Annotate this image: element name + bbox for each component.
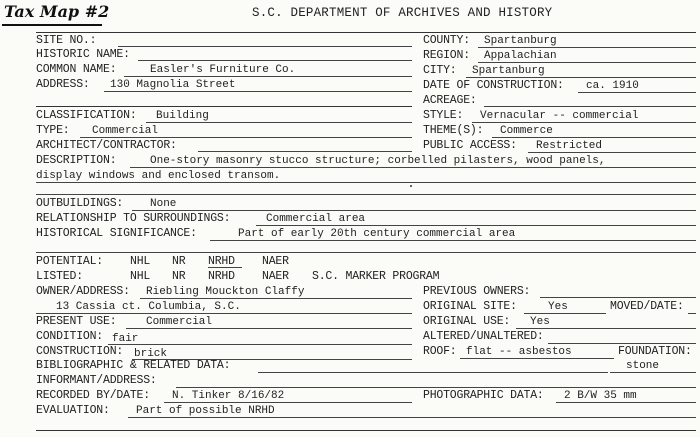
city-value: Spartanburg bbox=[472, 65, 545, 77]
stray-mark bbox=[410, 185, 412, 187]
city-line bbox=[466, 77, 696, 78]
potential-option-nr: NR bbox=[172, 255, 186, 268]
common-name-value: Easler's Furniture Co. bbox=[150, 64, 296, 76]
potential-label: POTENTIAL: bbox=[36, 255, 104, 268]
potential-option-naer: NAER bbox=[262, 255, 289, 268]
owner-underline-1 bbox=[140, 298, 412, 299]
photographic-data-line bbox=[556, 402, 696, 403]
region-value: Appalachian bbox=[484, 50, 557, 62]
outbuildings-line bbox=[132, 210, 696, 211]
relationship-line bbox=[256, 225, 696, 226]
altered-unaltered-line bbox=[548, 343, 696, 344]
bibliographic-line-2 bbox=[610, 372, 696, 373]
informant-line bbox=[176, 387, 696, 388]
county-label: COUNTY: bbox=[423, 34, 470, 47]
recorded-by-label: RECORDED BY/DATE: bbox=[36, 389, 150, 402]
potential-option-nhl: NHL bbox=[130, 255, 151, 268]
address-label: ADDRESS: bbox=[36, 78, 90, 91]
top-rule bbox=[36, 32, 696, 33]
moved-date-line bbox=[688, 313, 696, 314]
present-use-label: PRESENT USE: bbox=[36, 315, 117, 328]
listed-option-nhl: NHL bbox=[130, 270, 151, 283]
bibliographic-line bbox=[258, 372, 608, 373]
potential-option-nrhd: NRHD bbox=[208, 255, 235, 268]
original-use-label: ORIGINAL USE: bbox=[423, 315, 511, 328]
site-no-line bbox=[118, 46, 412, 47]
construction-value: brick bbox=[134, 348, 168, 360]
evaluation-line bbox=[128, 417, 696, 418]
foundation-value: stone bbox=[626, 360, 660, 372]
description-label: DESCRIPTION: bbox=[36, 154, 117, 167]
historical-significance-value: Part of early 20th century commercial area bbox=[238, 228, 516, 240]
recorded-by-value: N. Tinker 8/16/82 bbox=[172, 390, 285, 402]
region-label: REGION: bbox=[423, 49, 470, 62]
owner-address-label: OWNER/ADDRESS: bbox=[36, 285, 130, 298]
description-underline-1 bbox=[130, 167, 696, 168]
original-use-value: Yes bbox=[530, 316, 550, 328]
condition-value: fair bbox=[112, 333, 139, 345]
form-title: S.C. DEPARTMENT OF ARCHIVES AND HISTORY bbox=[252, 6, 553, 20]
date-of-construction-value: ca. 1910 bbox=[586, 80, 639, 92]
historic-name-label: HISTORIC NAME: bbox=[36, 48, 130, 61]
owner-underline-2 bbox=[36, 313, 412, 314]
address-line bbox=[104, 91, 412, 92]
original-site-value: Yes bbox=[548, 301, 568, 313]
altered-unaltered-label: ALTERED/UNALTERED: bbox=[423, 330, 544, 343]
listed-option-nr: NR bbox=[172, 270, 186, 283]
description-line-1: One-story masonry stucco structure; corbelled pilasters, wood panels, bbox=[150, 155, 606, 167]
listed-label: LISTED: bbox=[36, 270, 83, 283]
roof-line bbox=[460, 358, 614, 359]
listed-option-naer: NAER bbox=[262, 270, 289, 283]
style-line bbox=[472, 122, 696, 123]
public-access-label: PUBLIC ACCESS: bbox=[423, 139, 517, 152]
type-label: TYPE: bbox=[36, 124, 70, 137]
type-line bbox=[80, 137, 412, 138]
condition-line bbox=[108, 344, 412, 345]
owner-line-2: 13 Cassia ct. Columbia, S.C. bbox=[56, 301, 241, 313]
public-access-line bbox=[528, 152, 696, 153]
acreage-line bbox=[484, 106, 696, 107]
bottom-rule bbox=[36, 430, 696, 431]
county-value: Spartanburg bbox=[484, 35, 557, 47]
photographic-data-label: PHOTOGRAPHIC DATA: bbox=[423, 389, 544, 402]
outbuildings-label: OUTBUILDINGS: bbox=[36, 197, 124, 210]
present-use-value: Commercial bbox=[146, 316, 213, 328]
classification-value: Building bbox=[156, 110, 209, 122]
historical-significance-label: HISTORICAL SIGNIFICANCE: bbox=[36, 227, 197, 240]
listed-option-sc-marker: S.C. MARKER PROGRAM bbox=[312, 270, 440, 283]
photographic-data-value: 2 B/W 35 mm bbox=[564, 390, 637, 402]
address-value: 130 Magnolia Street bbox=[110, 79, 236, 91]
owner-line-1: Riebling Mouckton Claffy bbox=[146, 286, 305, 298]
county-line bbox=[478, 47, 696, 48]
common-name-line bbox=[124, 76, 412, 77]
classification-line bbox=[146, 122, 412, 123]
relationship-label: RELATIONSHIP TO SURROUNDINGS: bbox=[36, 212, 231, 225]
original-site-label: ORIGINAL SITE: bbox=[423, 300, 517, 313]
themes-label: THEME(S): bbox=[423, 124, 484, 137]
previous-owners-label: PREVIOUS OWNERS: bbox=[423, 285, 531, 298]
foundation-label: FOUNDATION: bbox=[618, 345, 692, 358]
historical-significance-line-2 bbox=[36, 252, 696, 253]
type-value: Commercial bbox=[92, 125, 159, 137]
region-line bbox=[478, 62, 696, 63]
relationship-value: Commercial area bbox=[266, 213, 366, 225]
rule-2 bbox=[36, 106, 412, 107]
original-use-line bbox=[516, 328, 696, 329]
description-underline-3 bbox=[36, 194, 696, 195]
evaluation-value: Part of possible NRHD bbox=[136, 405, 275, 417]
date-of-construction-label: DATE OF CONSTRUCTION: bbox=[423, 79, 564, 92]
description-underline-2 bbox=[36, 182, 696, 183]
site-no-label: SITE NO.: bbox=[36, 34, 97, 47]
classification-label: CLASSIFICATION: bbox=[36, 109, 137, 122]
common-name-label: COMMON NAME: bbox=[36, 63, 117, 76]
handwritten-tax-map-note: Tax Map #2 bbox=[4, 2, 110, 21]
present-use-line bbox=[126, 328, 412, 329]
condition-label: CONDITION: bbox=[36, 330, 104, 343]
bibliographic-label: BIBLIOGRAPHIC & RELATED DATA: bbox=[36, 359, 231, 372]
themes-line bbox=[492, 137, 696, 138]
description-line-2: display windows and enclosed transom. bbox=[36, 170, 281, 182]
historic-name-line bbox=[138, 60, 412, 61]
previous-owners-line bbox=[540, 297, 696, 298]
style-value: Vernacular -- commercial bbox=[480, 110, 639, 122]
public-access-value: Restricted bbox=[536, 140, 603, 152]
recorded-by-line bbox=[164, 402, 412, 403]
date-of-construction-line bbox=[578, 92, 696, 93]
moved-date-label: MOVED/DATE: bbox=[610, 300, 684, 313]
architect-line bbox=[198, 151, 412, 152]
handwritten-underline bbox=[2, 24, 102, 26]
historical-significance-line bbox=[210, 240, 696, 241]
original-site-line bbox=[524, 313, 606, 314]
potential-nrhd-mark bbox=[208, 267, 242, 268]
city-label: CITY: bbox=[423, 64, 457, 77]
roof-value: flat -- asbestos bbox=[466, 346, 572, 358]
style-label: STYLE: bbox=[423, 109, 464, 122]
architect-label: ARCHITECT/CONTRACTOR: bbox=[36, 139, 177, 152]
evaluation-label: EVALUATION: bbox=[36, 404, 110, 417]
outbuildings-value: None bbox=[150, 198, 177, 210]
roof-label: ROOF: bbox=[423, 345, 457, 358]
acreage-label: ACREAGE: bbox=[423, 94, 477, 107]
listed-option-nrhd: NRHD bbox=[208, 270, 235, 283]
informant-label: INFORMANT/ADDRESS: bbox=[36, 374, 157, 387]
themes-value: Commerce bbox=[500, 125, 553, 137]
construction-label: CONSTRUCTION: bbox=[36, 345, 124, 358]
